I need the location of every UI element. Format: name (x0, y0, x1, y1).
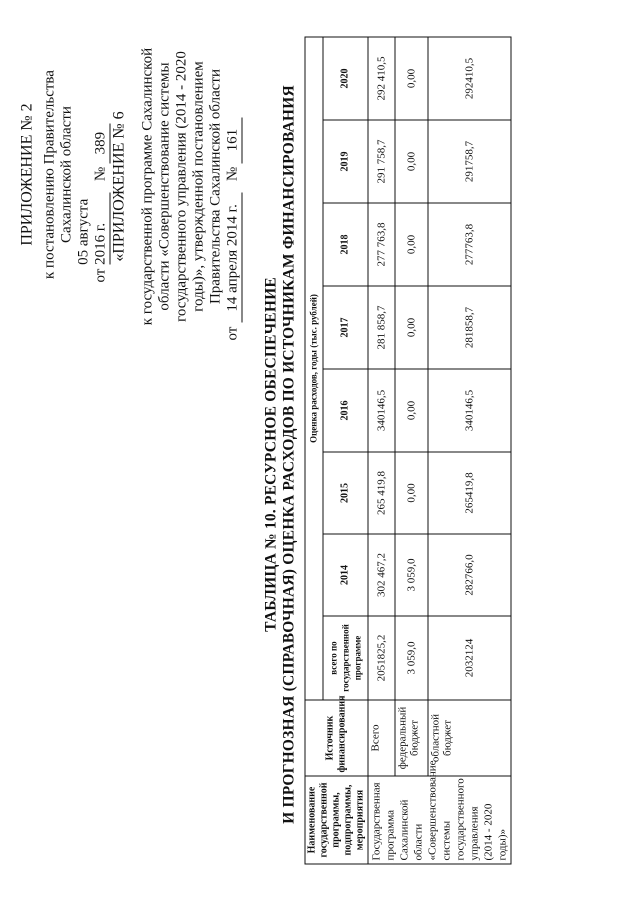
value-federal-2015: 0,00 (395, 452, 428, 534)
total-all: 2051825,2 (368, 616, 395, 700)
value-regional-2019: 291758,7 (428, 120, 511, 203)
annex-block (19, 45, 111, 305)
quoted-no: № (224, 166, 241, 182)
header-year-2020: 2020 (323, 37, 369, 120)
table-heading (263, 45, 299, 865)
value-all-2015: 265 419,8 (368, 452, 395, 534)
header-name: Наименование государственной программы, подпрограммы, мероприятия (305, 776, 368, 864)
source-federal: федеральный бюджет (395, 700, 428, 776)
value-federal-2018: 0,00 (395, 203, 428, 286)
annex-from: от (92, 268, 109, 283)
header-year-2015: 2015 (323, 452, 369, 534)
quoted-line-4: годы)», утвержденной постановлением (190, 61, 207, 312)
value-all-2016: 340146,5 (368, 369, 395, 452)
value-all-2017: 281 858,7 (368, 286, 395, 369)
source-all: Всего (368, 700, 395, 776)
quoted-line-1: к государственной программе Сахалинской (139, 47, 156, 326)
quoted-date: 14 апреля 2014 г. (224, 204, 241, 312)
total-regional: 2032124 (428, 616, 511, 700)
value-regional-2018: 277763,8 (428, 203, 511, 286)
resource-table (305, 36, 512, 864)
header-row-1 (305, 37, 323, 864)
total-federal: 3 059,0 (395, 616, 428, 700)
value-regional-2017: 281858,7 (428, 286, 511, 369)
header-year-2019: 2019 (323, 120, 369, 203)
quoted-annex-title: «ПРИЛОЖЕНИЕ № 6 (110, 111, 128, 262)
annex-line-1: к постановлению Правительства (41, 70, 58, 279)
heading-line-2: И ПРОГНОЗНАЯ (СПРАВОЧНАЯ) ОЦЕНКА РАСХОДОВ ПО ИСТОЧНИКАМ ФИНАНСИРОВАНИЯ (280, 85, 298, 824)
quoted-number: 161 (224, 128, 241, 152)
value-all-2018: 277 763,8 (368, 203, 395, 286)
quoted-annex-block (111, 27, 243, 347)
value-federal-2019: 0,00 (395, 120, 428, 203)
annex-no: № (92, 166, 109, 182)
header-group: Оценка расходов, годы (тыс. рублей) (305, 37, 323, 700)
header-total: всего по государственной программе (323, 616, 369, 700)
value-federal-2016: 0,00 (395, 369, 428, 452)
value-federal-2020: 0,00 (395, 37, 428, 120)
rotated-sheet (1, 0, 640, 905)
annex-date-row (76, 45, 111, 305)
annex-title: ПРИЛОЖЕНИЕ № 2 (18, 103, 36, 246)
quoted-line-2: области «Совершенствование системы (156, 62, 173, 311)
source-regional: областной бюджет (428, 700, 511, 776)
value-regional-2015: 265419,8 (428, 452, 511, 534)
table-row-all (368, 37, 395, 864)
heading-line-1: ТАБЛИЦА № 10. РЕСУРСНОЕ ОБЕСПЕЧЕНИЕ (262, 277, 280, 632)
header-year-2017: 2017 (323, 286, 369, 369)
value-regional-2016: 340146,5 (428, 369, 511, 452)
header-year-2018: 2018 (323, 203, 369, 286)
value-all-2014: 302 467,2 (368, 534, 395, 616)
quoted-line-3: государственного управления (2014 - 2020 (173, 51, 190, 322)
table-row-federal (395, 37, 428, 864)
value-all-2020: 292 410,5 (368, 37, 395, 120)
quoted-date-row (225, 27, 243, 347)
header-source: Источник финансирования (305, 700, 368, 776)
annex-date: 05 августа 2016 г. (75, 198, 109, 265)
program-name-cell: Государственная программа Сахалинской области «Совершенствование системы государственного управления (2014 - 2020 годы)» (368, 776, 511, 864)
value-federal-2017: 0,00 (395, 286, 428, 369)
annex-number: 389 (92, 131, 109, 155)
value-regional-2014: 282766,0 (428, 534, 511, 616)
quoted-line-5: Правительства Сахалинской области (207, 68, 224, 305)
header-year-2014: 2014 (323, 534, 369, 616)
table-row-regional (428, 37, 511, 864)
value-all-2019: 291 758,7 (368, 120, 395, 203)
value-federal-2014: 3 059,0 (395, 534, 428, 616)
value-regional-2020: 292410,5 (428, 37, 511, 120)
annex-line-2: Сахалинской области (58, 106, 75, 243)
header-year-2016: 2016 (323, 369, 369, 452)
quoted-from: от (224, 326, 241, 341)
